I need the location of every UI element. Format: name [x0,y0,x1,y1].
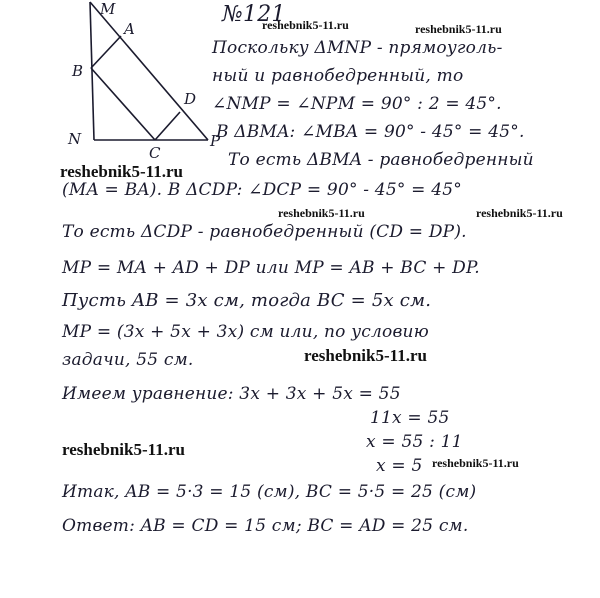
line-6: (MA = BA). В ΔCDP: ∠DCP = 90° - 45° = 45° [62,180,462,200]
watermark-1: reshebnik5-11.ru [262,18,349,32]
watermark-5: reshebnik5-11.ru [476,206,563,220]
segment-cd [155,112,180,140]
line-15: x = 5 [376,456,423,476]
watermark-8: reshebnik5-11.ru [432,456,519,470]
line-9: Пусть AB = 3x см, тогда BC = 5x см. [62,290,432,311]
label-p: P [210,132,221,150]
line-13: 11x = 55 [370,408,450,428]
watermark-4: reshebnik5-11.ru [278,206,365,220]
side-mp [90,2,208,140]
watermark-6: reshebnik5-11.ru [304,346,427,365]
line-7: То есть ΔCDP - равнобедренный (CD = DP). [62,222,467,242]
line-3: ∠NMP = ∠NPM = 90° : 2 = 45°. [212,94,502,114]
label-b: B [72,62,84,80]
line-1: Поскольку ΔMNP - прямоуголь- [212,38,503,58]
line-5: То есть ΔBMA - равнобедренный [228,150,534,170]
line-8: MP = MA + AD + DP или MP = AB + BC + DP. [62,258,480,278]
label-n: N [68,130,82,148]
line-16: Итак, AB = 5·3 = 15 (см), BC = 5·5 = 25 (см) [62,482,477,502]
segment-bc [91,68,155,140]
watermark-7: reshebnik5-11.ru [62,440,185,459]
segment-ba [91,36,121,68]
line-12: Имеем уравнение: 3x + 3x + 5x = 55 [62,384,401,404]
line-4: В ΔBMA: ∠MBA = 90° - 45° = 45°. [216,122,525,142]
watermark-2: reshebnik5-11.ru [415,22,502,36]
label-m: M [100,0,116,18]
problem-number: №121 [222,2,286,27]
label-c: C [149,144,161,162]
line-14: x = 55 : 11 [366,432,463,452]
line-17: Ответ: AB = CD = 15 см; BC = AD = 25 см. [62,516,469,536]
line-10: MP = (3x + 5x + 3x) см или, по условию [62,322,429,342]
watermark-3: reshebnik5-11.ru [60,162,183,181]
label-a: A [124,20,135,38]
line-11: задачи, 55 см. [62,350,194,370]
line-2: ный и равнобедренный, то [212,66,464,86]
label-d: D [184,90,197,108]
